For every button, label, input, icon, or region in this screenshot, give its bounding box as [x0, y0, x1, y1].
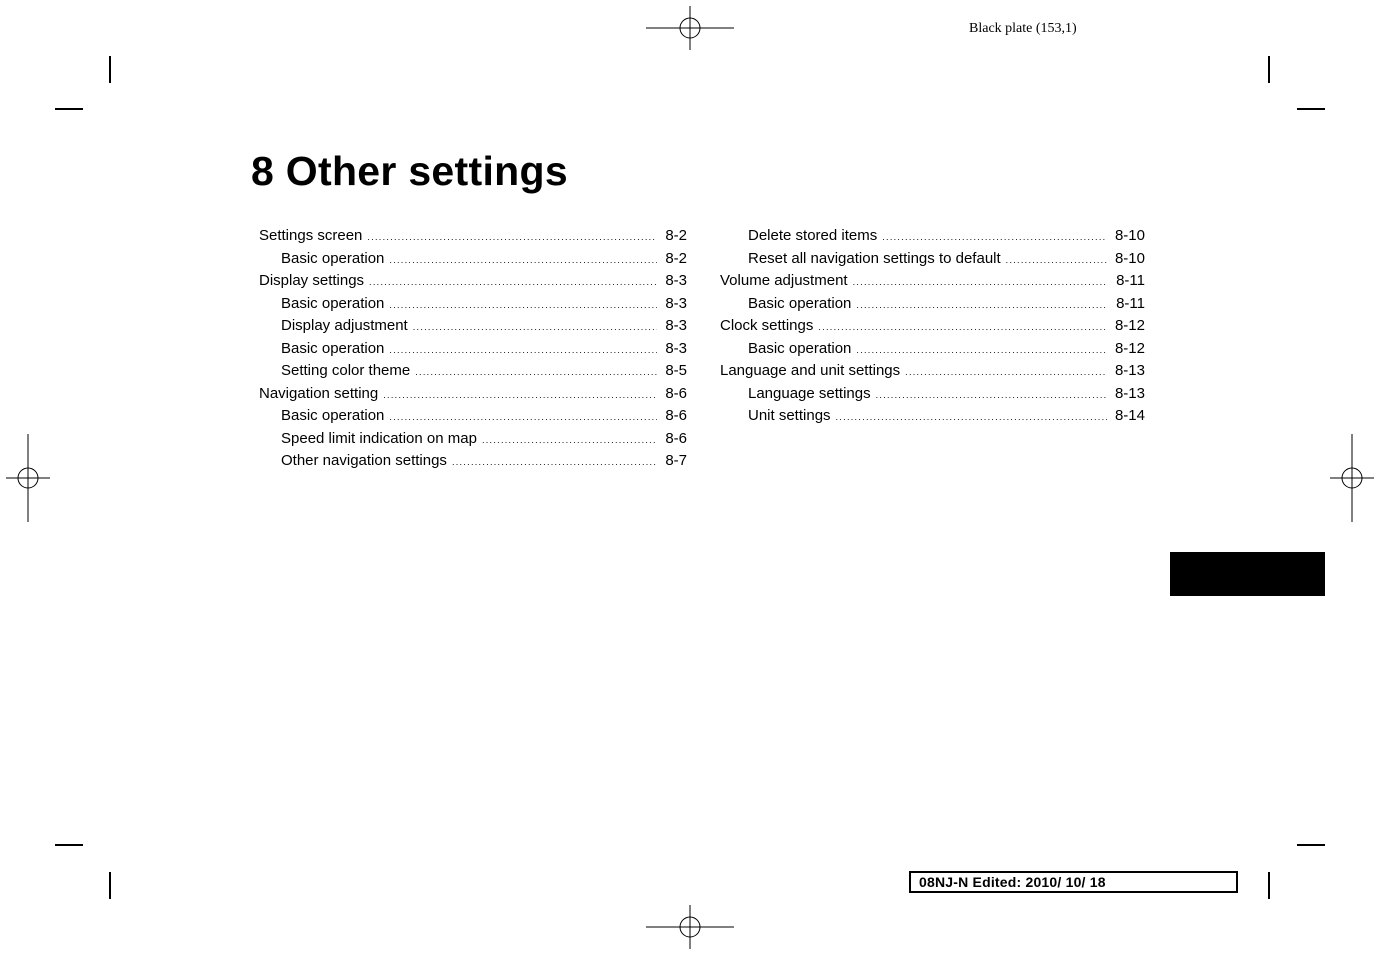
- toc-entry[interactable]: [720, 225, 1145, 248]
- toc-entry-page: 8-3: [665, 317, 687, 334]
- crop-mark: [55, 844, 83, 846]
- crop-mark: [109, 56, 111, 83]
- toc-entry-label: Clock settings: [720, 317, 814, 334]
- toc-entry-label: Delete stored items: [748, 227, 878, 244]
- toc-leader-dots: [367, 226, 657, 249]
- toc-entry-page: 8-3: [665, 272, 687, 289]
- toc-entry-page: 8-10: [1114, 249, 1145, 267]
- toc-entry-page: 8-6: [665, 429, 687, 447]
- toc-entry-page: 8-3: [665, 294, 687, 312]
- toc-leader-dots: [389, 249, 657, 272]
- toc-entry[interactable]: [259, 270, 687, 293]
- chapter-thumb-tab: [1170, 552, 1325, 596]
- toc-entry[interactable]: [259, 225, 687, 248]
- toc-leader-dots: [482, 429, 657, 452]
- toc-entry-page: 8-2: [665, 249, 687, 267]
- plate-label: Black plate (153,1): [969, 21, 1077, 36]
- toc-entry-page: 8-14: [1114, 407, 1145, 424]
- toc-entry-label: Language and unit settings: [720, 362, 901, 379]
- toc-entry-label: Language settings: [748, 384, 871, 402]
- chapter-title: 8 Other settings: [251, 148, 568, 194]
- toc-entry-page: 8-7: [665, 452, 687, 469]
- toc-entry[interactable]: [259, 383, 687, 406]
- toc-entry-label: Basic operation: [281, 294, 385, 312]
- toc-entry-label: Basic operation: [281, 249, 385, 267]
- crop-mark: [1297, 844, 1325, 846]
- toc-leader-dots: [856, 339, 1107, 362]
- toc-entry-label: Other navigation settings: [281, 452, 447, 469]
- registration-mark-top: [646, 0, 734, 72]
- toc-entry-page: 8-11: [1116, 294, 1145, 312]
- registration-mark-right: [1308, 434, 1381, 522]
- toc-entry[interactable]: [720, 360, 1145, 383]
- toc-entry-label: Navigation setting: [259, 384, 379, 402]
- registration-mark-left: [0, 434, 72, 522]
- registration-mark-bottom: [646, 883, 734, 971]
- toc-leader-dots: [856, 294, 1108, 317]
- toc-entry-page: 8-11: [1116, 272, 1145, 289]
- toc-entry[interactable]: [259, 248, 687, 271]
- toc-entry-label: Basic operation: [281, 407, 385, 424]
- toc-entry-page: 8-6: [665, 407, 687, 424]
- toc-entry-label: Basic operation: [281, 339, 385, 357]
- toc-leader-dots: [452, 451, 657, 474]
- toc-entry[interactable]: [720, 338, 1145, 361]
- toc-leader-dots: [882, 226, 1107, 249]
- toc-entry-label: Unit settings: [748, 407, 831, 424]
- toc-leader-dots: [876, 384, 1107, 407]
- toc-entry[interactable]: [259, 405, 687, 428]
- toc-entry-label: Settings screen: [259, 227, 363, 244]
- toc-entry-page: 8-12: [1114, 317, 1145, 334]
- toc-entry-page: 8-10: [1114, 227, 1145, 244]
- toc-entry-page: 8-5: [665, 362, 687, 379]
- toc-entry-page: 8-13: [1114, 362, 1145, 379]
- toc-leader-dots: [818, 316, 1107, 339]
- toc-entry-label: Speed limit indication on map: [281, 429, 477, 447]
- toc-entry[interactable]: [720, 248, 1145, 271]
- toc-entry-label: Basic operation: [748, 339, 852, 357]
- toc-entry-label: Basic operation: [748, 294, 852, 312]
- toc-entry[interactable]: [259, 450, 687, 473]
- toc-entry-page: 8-3: [665, 339, 687, 357]
- toc-leader-dots: [383, 384, 657, 407]
- toc-entry-page: 8-12: [1114, 339, 1145, 357]
- toc-leader-dots: [905, 361, 1107, 384]
- toc-entry-label: Reset all navigation settings to default: [748, 249, 1001, 267]
- toc-entry[interactable]: [720, 405, 1145, 428]
- toc-entry[interactable]: [720, 315, 1145, 338]
- toc-leader-dots: [413, 316, 658, 339]
- toc-entry[interactable]: [259, 293, 687, 316]
- toc-leader-dots: [836, 406, 1107, 429]
- crop-mark: [109, 872, 111, 899]
- toc-right-column: [720, 225, 1145, 428]
- toc-leader-dots: [853, 271, 1109, 294]
- toc-left-column: [259, 225, 687, 473]
- edit-stamp: [909, 871, 1238, 893]
- toc-leader-dots: [389, 294, 657, 317]
- toc-entry[interactable]: [720, 383, 1145, 406]
- toc-entry-label: Display settings: [259, 272, 365, 289]
- crop-mark: [1297, 108, 1325, 110]
- toc-leader-dots: [389, 406, 657, 429]
- toc-leader-dots: [1006, 249, 1107, 272]
- toc-entry-page: 8-6: [665, 384, 687, 402]
- toc-entry-label: Volume adjustment: [720, 272, 848, 289]
- toc-leader-dots: [369, 271, 657, 294]
- crop-mark: [1268, 56, 1270, 83]
- toc-entry-label: Setting color theme: [281, 362, 411, 379]
- toc-leader-dots: [415, 361, 657, 384]
- toc-entry[interactable]: [720, 270, 1145, 293]
- toc-entry[interactable]: [259, 360, 687, 383]
- toc-entry[interactable]: [259, 338, 687, 361]
- toc-entry-label: Display adjustment: [281, 317, 408, 334]
- toc-leader-dots: [389, 339, 657, 362]
- crop-mark: [55, 108, 83, 110]
- crop-mark: [1268, 872, 1270, 899]
- toc-entry-page: 8-13: [1114, 384, 1145, 402]
- edit-stamp-text: 08NJ-N Edited: 2010/ 10/ 18: [919, 874, 1106, 890]
- toc-entry[interactable]: [259, 315, 687, 338]
- toc-entry-page: 8-2: [665, 227, 687, 244]
- toc-entry[interactable]: [259, 428, 687, 451]
- toc-entry[interactable]: [720, 293, 1145, 316]
